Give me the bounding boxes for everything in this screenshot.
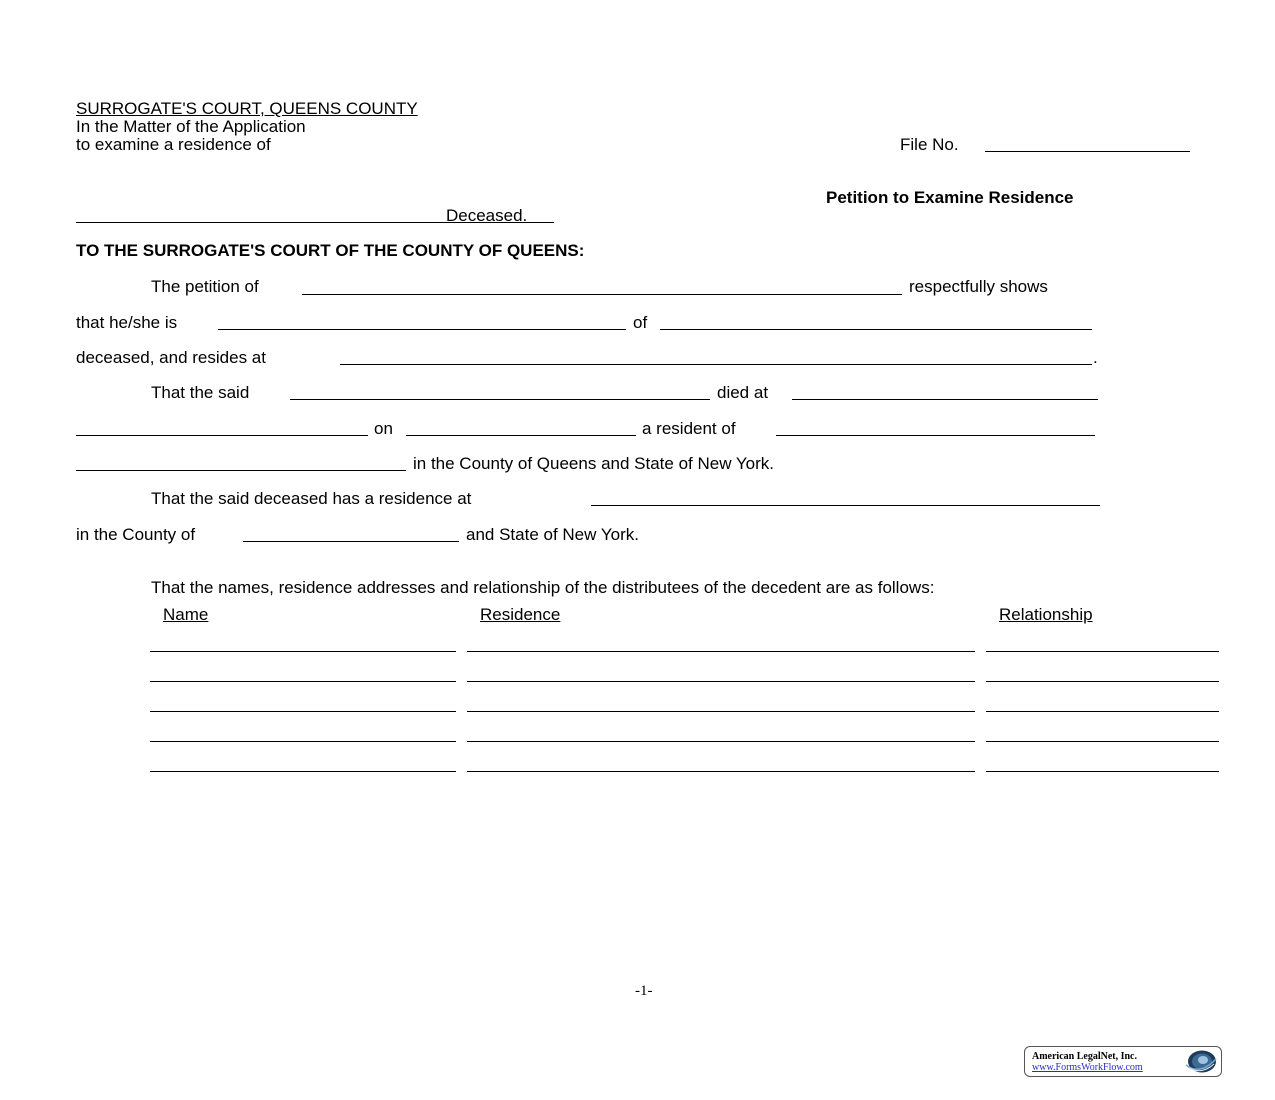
- deceased-label: Deceased.: [446, 206, 528, 225]
- petitioner-name-field[interactable]: [302, 294, 902, 295]
- distributee-relationship-field[interactable]: [986, 771, 1219, 772]
- that-the-said-label: That the said: [151, 383, 250, 402]
- distributee-residence-field[interactable]: [467, 681, 975, 682]
- distributee-relationship-field[interactable]: [986, 711, 1219, 712]
- distributee-relationship-field[interactable]: [986, 741, 1219, 742]
- died-at-label: died at: [717, 383, 769, 402]
- resident-of-cont-field[interactable]: [76, 470, 406, 471]
- county-queens-label: in the County of Queens and State of New York.: [413, 454, 775, 473]
- distributee-residence-field[interactable]: [467, 711, 975, 712]
- residence-at-label: That the said deceased has a residence at: [151, 489, 472, 508]
- state-ny-label: and State of New York.: [466, 525, 639, 544]
- court-address-heading: TO THE SURROGATE'S COURT OF THE COUNTY OF QUEENS:: [76, 241, 585, 260]
- badge-company-name: American LegalNet, Inc.: [1032, 1051, 1137, 1062]
- page-number: -1-: [635, 983, 653, 999]
- date-of-death-field[interactable]: [406, 435, 636, 436]
- form-title: Petition to Examine Residence: [826, 188, 1074, 207]
- file-no-label: File No.: [900, 135, 959, 154]
- distributee-relationship-field[interactable]: [986, 681, 1219, 682]
- period: .: [1093, 348, 1098, 367]
- residence-column-header: Residence: [480, 605, 561, 624]
- respectfully-shows-label: respectfully shows: [909, 277, 1048, 296]
- petitioner-residence-field[interactable]: [340, 364, 1092, 365]
- distributee-relationship-field[interactable]: [986, 651, 1219, 652]
- decedent-of-field[interactable]: [660, 329, 1092, 330]
- place-of-death-cont-field[interactable]: [76, 435, 368, 436]
- petition-of-label: The petition of: [151, 277, 259, 296]
- decedent-said-field[interactable]: [290, 399, 710, 400]
- globe-logo-icon: [1182, 1049, 1218, 1074]
- resident-of-label: a resident of: [642, 419, 736, 438]
- distributee-name-field[interactable]: [150, 681, 456, 682]
- on-label: on: [374, 419, 393, 438]
- name-column-header: Name: [163, 605, 209, 624]
- deceased-residence-field[interactable]: [591, 505, 1100, 506]
- distributees-intro: That the names, residence addresses and relationship of the distributees of the decedent are as follows:: [151, 578, 935, 597]
- matter-line-1: In the Matter of the Application: [76, 117, 306, 136]
- relationship-column-header: Relationship: [999, 605, 1093, 624]
- distributee-name-field[interactable]: [150, 741, 456, 742]
- legalnet-badge: [1024, 1046, 1222, 1077]
- relationship-field[interactable]: [218, 329, 626, 330]
- he-she-is-label: that he/she is: [76, 313, 178, 332]
- matter-line-2: to examine a residence of: [76, 135, 271, 154]
- court-name: SURROGATE'S COURT, QUEENS COUNTY: [76, 99, 418, 118]
- distributee-residence-field[interactable]: [467, 651, 975, 652]
- place-of-death-field[interactable]: [792, 399, 1098, 400]
- of-label: of: [633, 313, 648, 332]
- badge-url-link[interactable]: www.FormsWorkFlow.com: [1032, 1062, 1143, 1073]
- in-county-of-label: in the County of: [76, 525, 196, 544]
- resident-of-field[interactable]: [776, 435, 1095, 436]
- file-no-field[interactable]: [985, 151, 1190, 152]
- distributee-residence-field[interactable]: [467, 741, 975, 742]
- county-field[interactable]: [243, 541, 459, 542]
- distributee-name-field[interactable]: [150, 651, 456, 652]
- resides-at-label: deceased, and resides at: [76, 348, 266, 367]
- distributee-residence-field[interactable]: [467, 771, 975, 772]
- distributee-name-field[interactable]: [150, 711, 456, 712]
- distributee-name-field[interactable]: [150, 771, 456, 772]
